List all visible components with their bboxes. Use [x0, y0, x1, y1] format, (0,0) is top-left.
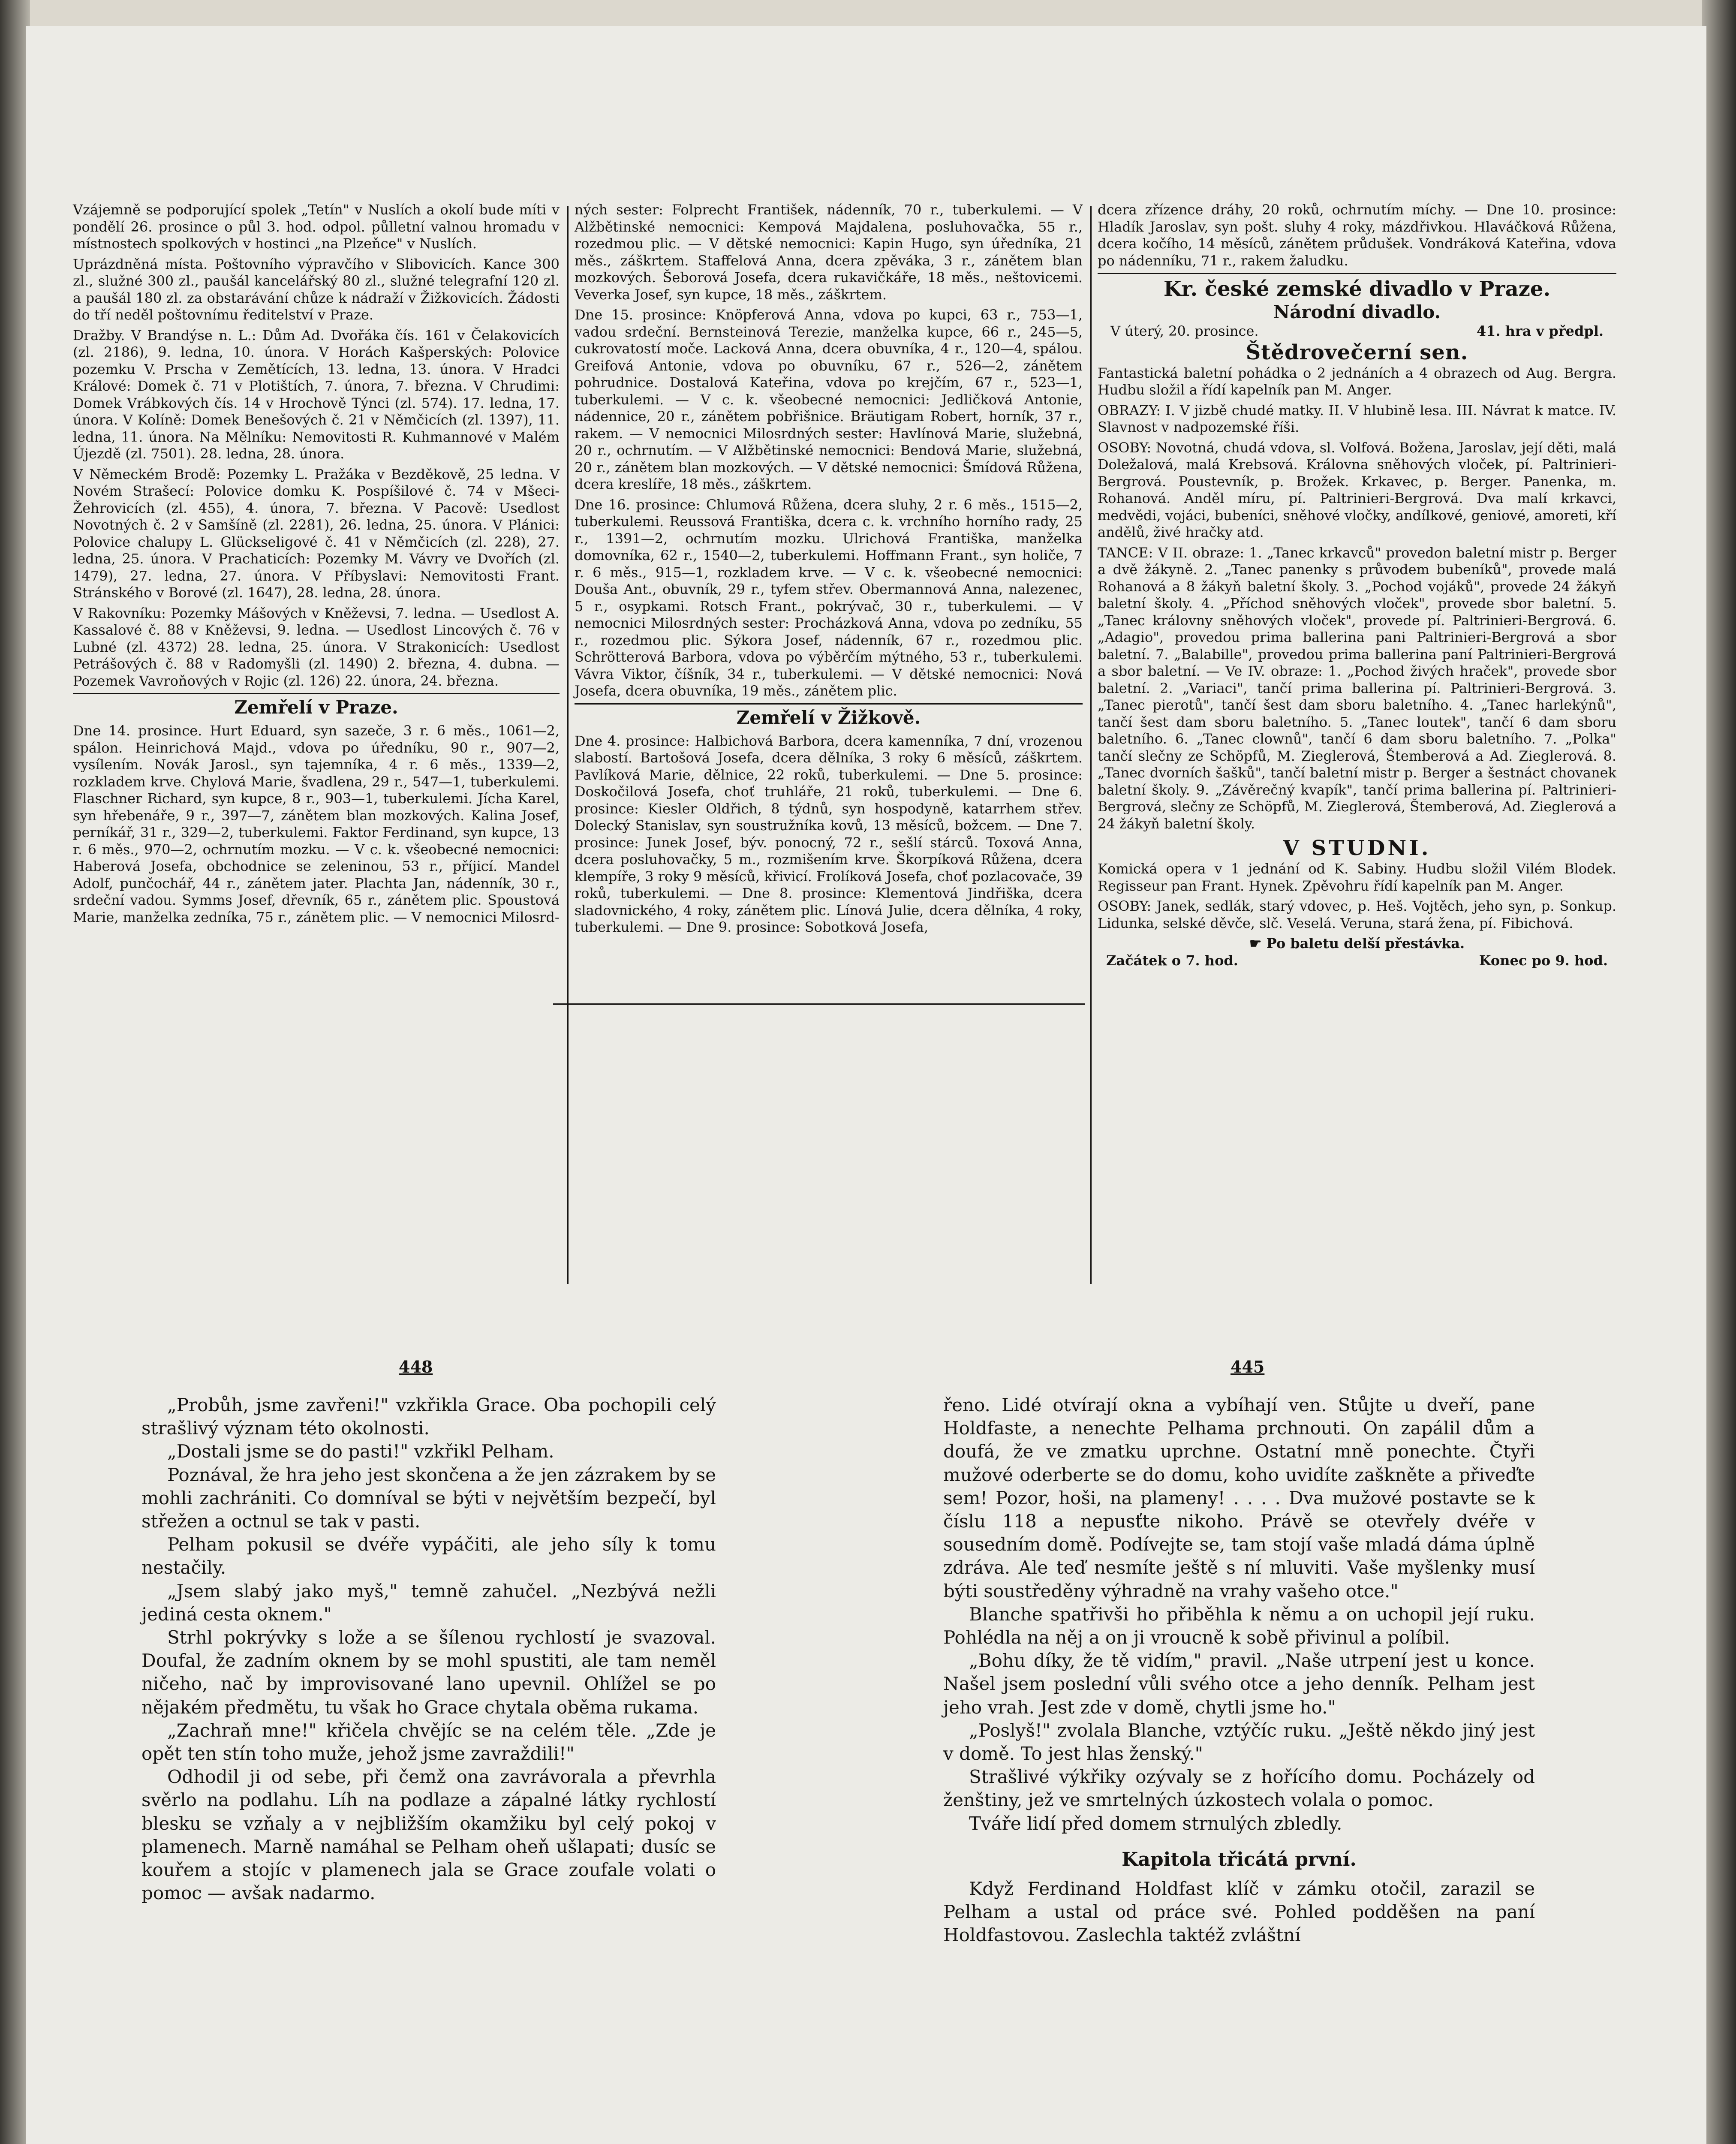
novel-left-p1: „Probůh, jsme zavřeni!" vzkřikla Grace. Oba pochopili celý strašlivý význam této okolnosti. — [141, 1394, 716, 1439]
novel-left-p3: Poznával, že hra jeho jest skončena a že jen zázrakem by se mohli zachrániti. Co domníval se býti v největším bezpečí, byl střežen a octnul se tak v pasti. — [141, 1464, 716, 1532]
playbill-date-row — [1098, 323, 1616, 340]
novel-left-p5: „Jsem slabý jako myš," temně zahučel. „Nezbývá nežli jediná cesta oknem." — [141, 1580, 716, 1625]
scan-edge-right — [1702, 0, 1736, 2144]
play-scenes: OBRAZY: I. V jizbě chudé matky. II. V hlubině lesa. III. Návrat k matce. IV. Slavnost v nadpozemské říši. — [1098, 402, 1616, 435]
novel-left-p6: Strhl pokrývky s lože a se šílenou rychlostí je svazoval. Doufal, že zadním oknem by se mohl spustiti, ale tam neměl ničeho, nač by improvisované lano upevnil. Ohlížel se po nějakém předmětu, tu však ho Grace chytala oběma rukama. — [141, 1627, 716, 1718]
deaths-zizkov-list: Dne 4. prosince: Halbichová Barbora, dcera kamenníka, 7 dní, vrozenou slabostí. Bartošová Josefa, dcera dělníka, 3 roky 6 měsíců, záškrtem. Pavlíková Marie, dělnice, 22 roků, tuberkulemi. — Dne 5. prosince: Doskočilová Josefa, choť truhláře, 21 roků, tuberkulemi. — Dne 6. prosince: Kiesler Oldřich, 8 týdnů, syn hospodyně, katarrhem střev. Dolecký Stanislav, syn soustružníka kovů, 13 měsíců, božcem. — Dne 7. prosince: Junek Josef, býv. ponocný, 72 r., sešlí stárců. Toxová Anna, dcera posluhovačky, 5 m., rozmišením krve. Škorpíková Růžena, dcera klempíře, 3 roky 9 měsíců, křivicí. Frolíková Josefa, choť pozlacovače, 39 roků, tuberkulemi. — Dne 8. prosince: Klementová Jindřiška, dcera sladovnického, 4 roky, zánětem plic. Línová Julie, dcera dělníka, 4 roky, tuberkulemi. — Dne 9. prosince: Sobotková Josefa, — [575, 732, 1083, 935]
deaths-prague-list: Dne 14. prosince. Hurt Eduard, syn sazeče, 3 r. 6 měs., 1061—2, spálon. Heinrichová Majd., vdova po úředníku, 90 r., 907—2, vysílením. Novák Jarosl., syn tajemníka, 4 r. 6 měs., 1339—2, rozkladem krve. Chylová Marie, švadlena, 29 r., 547—1, tuberkulemi. Flaschner Richard, syn kupce, 8 r., 903—1, tuberkulemi. Jícha Karel, syn hřebenáře, 9 r., 397—7, zánětem blan mozkových. Kalina Josef, perníkář, 31 r., 329—2, tuberkulemi. Faktor Ferdinand, syn kupce, 13 r. 6 měs., 970—2, ochrnutím mozku. — V c. k. všeobecné nemocnici: Haberová Josefa, obchodnice se zeleninou, 53 r., příjicí. Mandel Adolf, punčochář, 44 r., zánětem jater. Plachta Jan, nádenník, 30 r., srdeční vadou. Symms Josef, dřevník, 65 r., zánětem plic. Spoustová Marie, manželka zedníka, 75 r., zánětem plic. — V nemocnici Milosrd- — [73, 723, 560, 925]
deaths-zizkov-heading: Zemřelí v Žižkově. — [736, 707, 921, 728]
left-page-number: 448 — [399, 1357, 433, 1376]
pointing-hand-icon: ☛ — [1249, 935, 1267, 952]
intermission-note: ☛ Po baletu delší přestávka. — [1249, 935, 1465, 952]
column-divider-2 — [1090, 206, 1092, 1284]
play-title-1: Štědrovečerní sen. — [1246, 340, 1468, 364]
start-time: Začátek o 7. hod. — [1106, 952, 1238, 969]
play-cast: OSOBY: Novotná, chudá vdova, sl. Volfová. Božena, Jaroslav, její děti, malá Doležalová, malá Krebsová. Královna sněhových vloček, pí. Paltrinieri-Bergrová. Poustevník, p. Brožek. Krkavec, p. Berger. Panenka, m. Rohanová. Anděl míru, pí. Paltrinieri-Bergrová. Dva malí krkavci, medvědi, vojáci, bubeníci, sněhové vločky, andílkové, geniové, amoreti, kří andělů, živé hračky atd. — [1098, 439, 1616, 540]
section-rule-3 — [1098, 273, 1616, 274]
section-rule — [73, 693, 560, 694]
play-description-2: Komická opera v 1 jednání od K. Sabiny. Hudbu složil Vilém Blodek. Regisseur pan Frant. Hynek. Zpěvohru řídí kapelník pan M. Anger. — [1098, 861, 1616, 894]
novel-left-column — [141, 1394, 716, 1905]
play-description-1: Fantastická baletní pohádka o 2 jednáních a 4 obrazech od Aug. Bergra. Hudbu složil a řídí kapelník pan M. Anger. — [1098, 364, 1616, 398]
novel-right-p6: Tváře lidí před domem strnulých zbledly. — [969, 1813, 1342, 1834]
deaths-zizkov-cont: dcera zřízence dráhy, 20 roků, ochrnutím míchy. — Dne 10. prosince: Hladík Jaroslav, syn pošt. sluhy 4 roky, mázdřivkou. Hlaváčková Růžena, dcera kočího, 14 měsíců, zánětem průdušek. Vondráková Kateřina, vdova po nádenníku, 71 r., rakem žaludku. — [1098, 202, 1616, 269]
newspaper-column-1 — [73, 202, 560, 929]
novel-left-p8: Odhodil ji od sebe, při čemž ona zavrávorala a převrhla svěrlo na podlahu. Líh na podlaze a zápalné látky rychlostí blesku se vzňaly a v nejbližším okamžiku byl celý pokoj v plamenech. Marně namáhal se Pelham oheň ušlapati; dusíc se kouřem a stojíc v plamenech jala se Grace zoufale volati o pomoc — avšak nadarmo. — [141, 1766, 716, 1904]
novel-left-p7: „Zachraň mne!" křičela chvějíc se na celém těle. „Zde je opět ten stín toho muže, jehož jsme zavraždili!" — [141, 1719, 716, 1765]
end-time: Konec po 9. hod. — [1479, 952, 1608, 969]
show-times — [1098, 952, 1616, 970]
newspaper-bottom-rule-1 — [553, 1003, 1085, 1005]
novel-right-p5: Strašlivé výkřiky ozývaly se z hořícího domu. Pocházely od ženštiny, jež ve smrtelných úzkostech volala o pomoc. — [943, 1766, 1535, 1811]
deaths-prague-cont: ných sester: Folprecht František, nádenník, 70 r., tuberkulemi. — V Alžbětinské nemocnici: Kempová Majdalena, posluhovačka, 55 r., rozedmou plic. — V dětské nemocnici: Kapin Hugo, syn úředníka, 21 měs., záškrtem. Staffelová Anna, dcera zpěváka, 3 r., zánětem blan mozkových. Šeborová Josefa, dcera rukavičkáře, 18 měs., neštovicemi. Veverka Josef, syn kupce, 18 měs., záškrtem. — [575, 202, 1083, 303]
notice-spolek: Vzájemně se podporující spolek „Tetín" v Nuslích a okolí bude míti v pondělí 26. prosince o půl 3. hod. odpol. půlletní valnou hromadu v místnostech spolkových v hostinci „na Plzeňce" v Nuslích. — [73, 202, 560, 252]
chapter-heading: Kapitola třicátá první. — [1122, 1848, 1357, 1870]
play-cast-2: OSOBY: Janek, sedlák, starý vdovec, p. Heš. Vojtěch, jeho syn, p. Sonkup. Lidunka, selské děvče, slč. Veselá. Veruna, stará žena, pí. Fibichová. — [1098, 898, 1616, 931]
theatre-title: Kr. české zemské divadlo v Praze. — [1163, 277, 1551, 301]
novel-right-column — [943, 1394, 1535, 1947]
notice-auctions-2: V Německém Brodě: Pozemky L. Pražáka v Bezděkově, 25 ledna. V Novém Strašecí: Polovice domku K. Pospíšilové č. 74 v Mšeci-Žehrovicích (zl. 455), 4. února, 7. března. V Pacově: Usedlost Novotných č. 2 v Samšíně (zl. 2281), 26. ledna, 25. února. V Plánici: Polovice chalupy L. Glückseligové č. 41 v Němčicích (zl. 228), 27. ledna, 25. února. V Prachaticích: Pozemky M. Vávry ve Dvořích (zl. 1479), 27. ledna, 27. února. V Příbyslavi: Nemovitosti Frant. Stránského v Borové (zl. 1647), 28. ledna, 28. února. — [73, 466, 560, 601]
column-divider-1 — [567, 206, 569, 1284]
deaths-prague-heading: Zemřelí v Praze. — [234, 697, 398, 718]
novel-right-p4: „Poslyš!" zvolala Blanche, vztýčíc ruku. „Ještě někdo jiný jest v domě. To jest hlas ženský." — [943, 1719, 1535, 1765]
section-rule-2 — [575, 703, 1083, 705]
play-title-2: V STUDNI. — [1283, 836, 1431, 860]
deaths-dec-16: Dne 16. prosince: Chlumová Růžena, dcera sluhy, 2 r. 6 měs., 1515—2, tuberkulemi. Reussová Františka, dcera c. k. vrchního horního rady, 25 r., 1391—2, ochrnutím mozku. Ulrichová Františka, manželka domovníka, 62 r., 1540—2, tuberkulemi. Hoffmann Frant., syn holiče, 7 r. 6 měs., 915—1, rozkladem krve. — V c. k. všeobecné nemocnici: Douša Ant., obuvník, 29 r., tyfem střev. Obermannová Anna, nalezenec, 5 r., osypkami. Rotsch Frant., pokrývač, 30 r., tuberkulemi. — V nemocnici Milosrdných sester: Procházková Anna, vdova po zedníku, 55 r., rozedmou plic. Sýkora Josef, nádenník, 67 r., rozedmou plic. Schrötterová Barbora, vdova po výběrčím mýtného, 53 r., tuberkulemi. Vávra Viktor, číšník, 34 r., tuberkulemi. — V dětské nemocnici: Nová Josefa, dcera obuvníka, 19 měs., zánětem plic. — [575, 496, 1083, 699]
newspaper-column-2 — [575, 202, 1083, 940]
deaths-dec-15: Dne 15. prosince: Knöpferová Anna, vdova po kupci, 63 r., 753—1, vadou srdeční. Bernsteinová Terezie, manželka kupce, 66 r., 245—5, cukrovatostí moče. Lacková Anna, dcera obuvníka, 4 r., 120—4, spálou. Greifová Antonie, vdova po obuvníku, 67 r., 526—2, zánětem pohrudnice. Dostalová Kateřina, vdova po krejčím, 67 r., 523—1, tuberkulemi. — V c. k. všeobecné nemocnici: Jedličková Antonie, nádennice, 20 r., zánětem pobřišnice. Bräutigam Robert, horník, 37 r., rakem. — V nemocnici Milosrdných sester: Havlínová Marie, služebná, 20 r., ochrnutím. — V Alžbětinské nemocnici: Bendová Marie, služebná, 20 r., zánětem blan mozkových. — V dětské nemocnici: Šmídová Růžena, dcera kreslíře, 18 měs., záškrtem. — [575, 307, 1083, 492]
novel-right-p1: řeno. Lidé otvírají okna a vybíhají ven. Stůjte u dveří, pane Holdfaste, a nenechte Pelhama prchnouti. On zapálil dům a doufá, že ve zmatku uprchne. Ostatní mně ponechte. Čtyři mužové oderberte se do domu, koho uvidíte zaškněte a přiveďte sem! Pozor, hoši, na plameny! . . . . Dva mužové postavte se k číslu 118 a nepusťte nikoho. Právě se otevřely dvéře v sousedním domě. Podívejte se, tam stojí vaše mladá dáma úplně zdráva. Ale teď nesmíte ještě s ní mluviti. Vaše myšlenky musí býti soustředěny výhradně na vrahy vašeho otce." — [943, 1394, 1535, 1602]
notice-auctions: Dražby. V Brandýse n. L.: Dům Ad. Dvořáka čís. 161 v Čelakovicích (zl. 2186), 9. ledna, 10. února. V Horách Kašperských: Polovice pozemku V. Prscha v Zemětících, 13. ledna, 13. února. V Hradci Králové: Domek č. 71 v Plotištích, 7. února, 7. března. V Chrudimi: Domek Vrábkových čís. 14 v Hrochově Týnci (zl. 574). 17. ledna, 17. února. V Kolíně: Domek Benešových č. 21 v Němčicích (zl. 1397), 11. ledna, 11. února. Na Mělníku: Nemovitosti R. Kuhmannové v Malém Újezdě (zl. 7501). 28. ledna, 28. února. — [73, 327, 560, 462]
novel-right-chapter-text: Když Ferdinand Holdfast klíč v zámku otočil, zarazil se Pelham a ustal od práce své. Pohled podděšen na paní Holdfastovou. Zaslechla taktéž zvláštní — [943, 1878, 1535, 1946]
play-dances: TANCE: V II. obraze: 1. „Tanec krkavců" provedon baletní mistr p. Berger a dvě žákyně. 2. „Tanec panenky s průvodem bubeníků", provede malá Rohanová a 8 žákyň baletní školy. 3. „Pochod vojáků", provede 24 žákyň baletní školy. 4. „Příchod sněhových vloček", provede sbor baletní. 5. „Tanec královny sněhových vloček", provede pí. Paltrinieri-Bergrová. 6. „Adagio", provedou prima ballerina pani Paltrinieri-Bergrová a sbor baletní. 7. „Balabille", provedou prima ballerina paní Paltrinieri-Bergrová a sbor baletní. — Ve IV. obraze: 1. „Pochod živých hraček", provede sbor baletní. 2. „Variaci", tančí prima ballerina pí. Paltrinieri-Bergrová. 3. „Tanec pierotů", tančí šest dam sboru baletního. 4. „Tanec harlekýnů", tančí šest dam sboru baletního. 5. „Tanec loutek", tančí 6 dam sboru baletního. 6. „Tanec clownů", tančí 6 dam sboru baletního. 7. „Polka" tančí slečny ze Schöpfů, M. Zieglerová, Štemberová a Ad. Zieglerová. 8. „Tanec dvorních šašků", tančí baletní mistr p. Berger a šestnáct chovanek baletní školy. 9. „Závěrečný kvapík", tančí prima ballerina pí. Paltrinieri-Bergrová, slečny ze Schöpfů, M. Zieglerová, Štemberová, Ad. Zieglerová a 24 žákyň baletní školy. — [1098, 544, 1616, 832]
notice-auctions-3: V Rakovníku: Pozemky Mášových v Kněževsi, 7. ledna. — Usedlost A. Kassalové č. 88 v Kněževsi, 9. ledna. — Usedlost Lincových č. 76 v Lubné (zl. 4372) 28. ledna, 25. února. V Strakonicích: Usedlost Petrášových č. 88 v Radomyšli (zl. 1490) 2. března, 4. dubna. — Pozemek Vavroňových v Rojic (zl. 126) 22. února, 24. března. — [73, 605, 560, 689]
right-page-number: 445 — [1231, 1357, 1265, 1376]
novel-right-p3: „Bohu díky, že tě vidím," pravil. „Naše utrpení jest u konce. Našel jsem poslední vůli svého otce a jeho denník. Pelham jest jeho vrah. Jest zde v domě, chytli jsme ho." — [943, 1650, 1535, 1718]
novel-right-p2: Blanche spatřivši ho přiběhla k němu a on uchopil její ruku. Pohlédla na něj a on ji vroucně k sobě přivinul a políbil. — [943, 1603, 1535, 1648]
notice-vacancies: Uprázdněná místa. Poštovního výpravčího v Slibovicích. Kance 300 zl., služné 300 zl., paušál kancelářský 80 zl., služné telegrafní 120 zl. a paušál 180 zl. za obstarávání chůze k nádraží v Žižkovicích. Žádosti do tří neděl poštovnímu ředitelství v Praze. — [73, 256, 560, 323]
theatre-subtitle: Národní divadlo. — [1273, 301, 1441, 322]
novel-left-p2: „Dostali jsme se do pasti!" vzkřikl Pelham. — [167, 1441, 554, 1462]
novel-left-p4: Pelham pokusil se dvéře vypáčiti, ale jeho síly k tomu nestačily. — [141, 1534, 716, 1578]
playbill-number: 41. hra v předpl. — [1476, 323, 1604, 339]
newspaper-column-3 — [1098, 202, 1616, 969]
playbill-date: V úterý, 20. prosince. — [1110, 323, 1259, 339]
